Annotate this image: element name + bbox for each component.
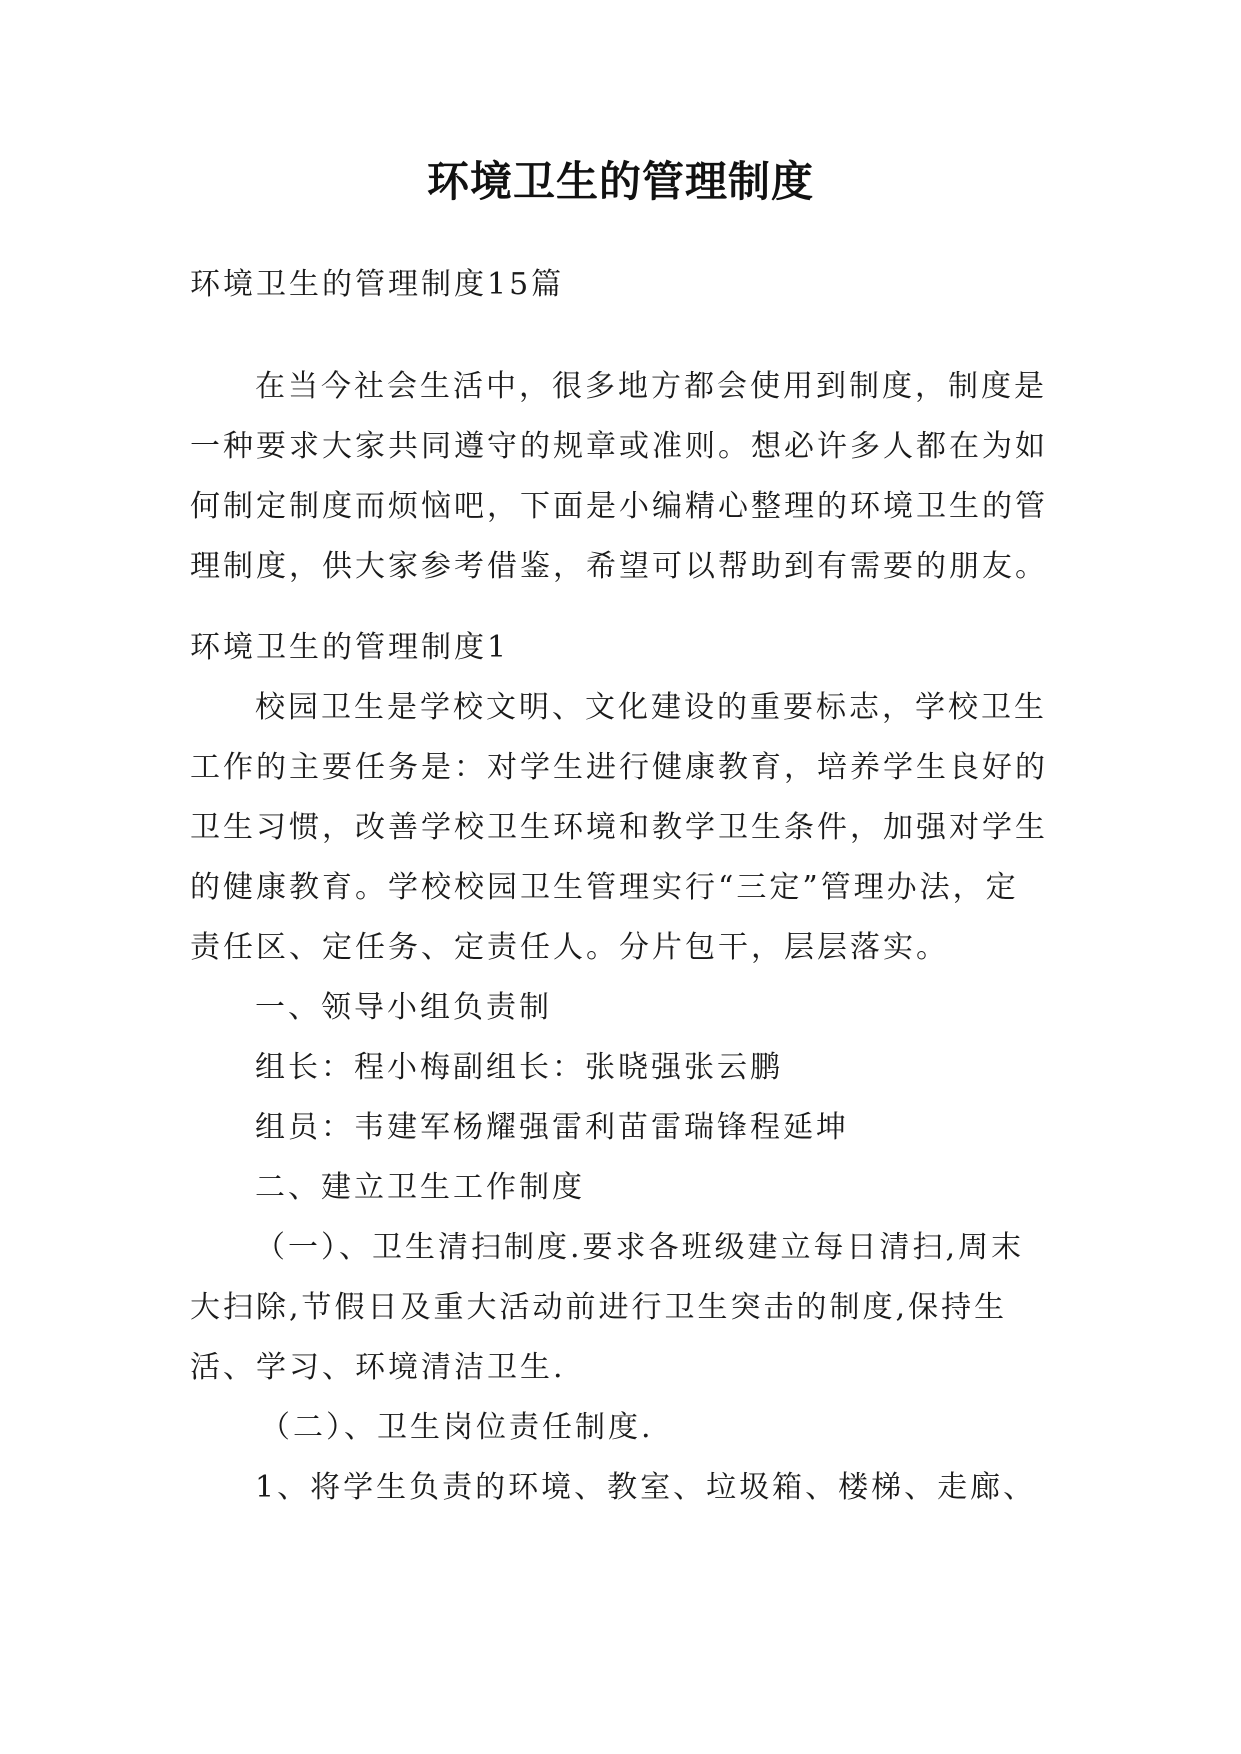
document-subtitle: [190, 255, 1050, 315]
leaders-line: 组长：程小梅副组长：张晓强张云鹏: [255, 1050, 783, 1085]
list-item-heading: 二、建立卫生工作制度: [255, 1170, 585, 1205]
subtitle-line: 环境卫生的管理制度15篇: [190, 267, 565, 302]
sub-item-heading: （二）、卫生岗位责任制度.: [260, 1410, 654, 1445]
intro-paragraph: [190, 357, 1050, 597]
paragraph-line: 活、学习、环境清洁卫生.: [190, 1350, 566, 1385]
paragraph-line: 的健康教育。学校校园卫生管理实行“三定”管理办法，定: [190, 870, 1019, 905]
document-title: 环境卫生的管理制度: [426, 157, 814, 206]
paragraph-line: 1、将学生负责的环境、教室、垃圾箱、楼梯、走廊、: [255, 1470, 1037, 1505]
paragraph-line: 卫生习惯，改善学校卫生环境和教学卫生条件，加强对学生: [190, 810, 1048, 845]
intro-line: 何制定制度而烦恼吧，下面是小编精心整理的环境卫生的管: [190, 489, 1048, 524]
members-line: 组员：韦建军杨耀强雷利苗雷瑞锋程延坤: [255, 1110, 849, 1145]
paragraph-line: 工作的主要任务是：对学生进行健康教育，培养学生良好的: [190, 750, 1048, 785]
paragraph-line: 责任区、定任务、定责任人。分片包干，层层落实。: [190, 930, 949, 965]
intro-line: 一种要求大家共同遵守的规章或准则。想必许多人都在为如: [190, 429, 1048, 464]
paragraph-line: （一）、卫生清扫制度.要求各班级建立每日清扫,周末: [255, 1230, 1025, 1265]
section-1: [190, 618, 1050, 1518]
intro-line: 在当今社会生活中，很多地方都会使用到制度，制度是: [255, 369, 1047, 404]
intro-line: 理制度，供大家参考借鉴，希望可以帮助到有需要的朋友。: [190, 549, 1048, 584]
paragraph-line: 大扫除,节假日及重大活动前进行卫生突击的制度,保持生: [190, 1290, 1008, 1325]
section-heading: 环境卫生的管理制度1: [190, 630, 510, 665]
list-item-heading: 一、领导小组负责制: [255, 990, 552, 1025]
paragraph-line: 校园卫生是学校文明、文化建设的重要标志，学校卫生: [255, 690, 1047, 725]
